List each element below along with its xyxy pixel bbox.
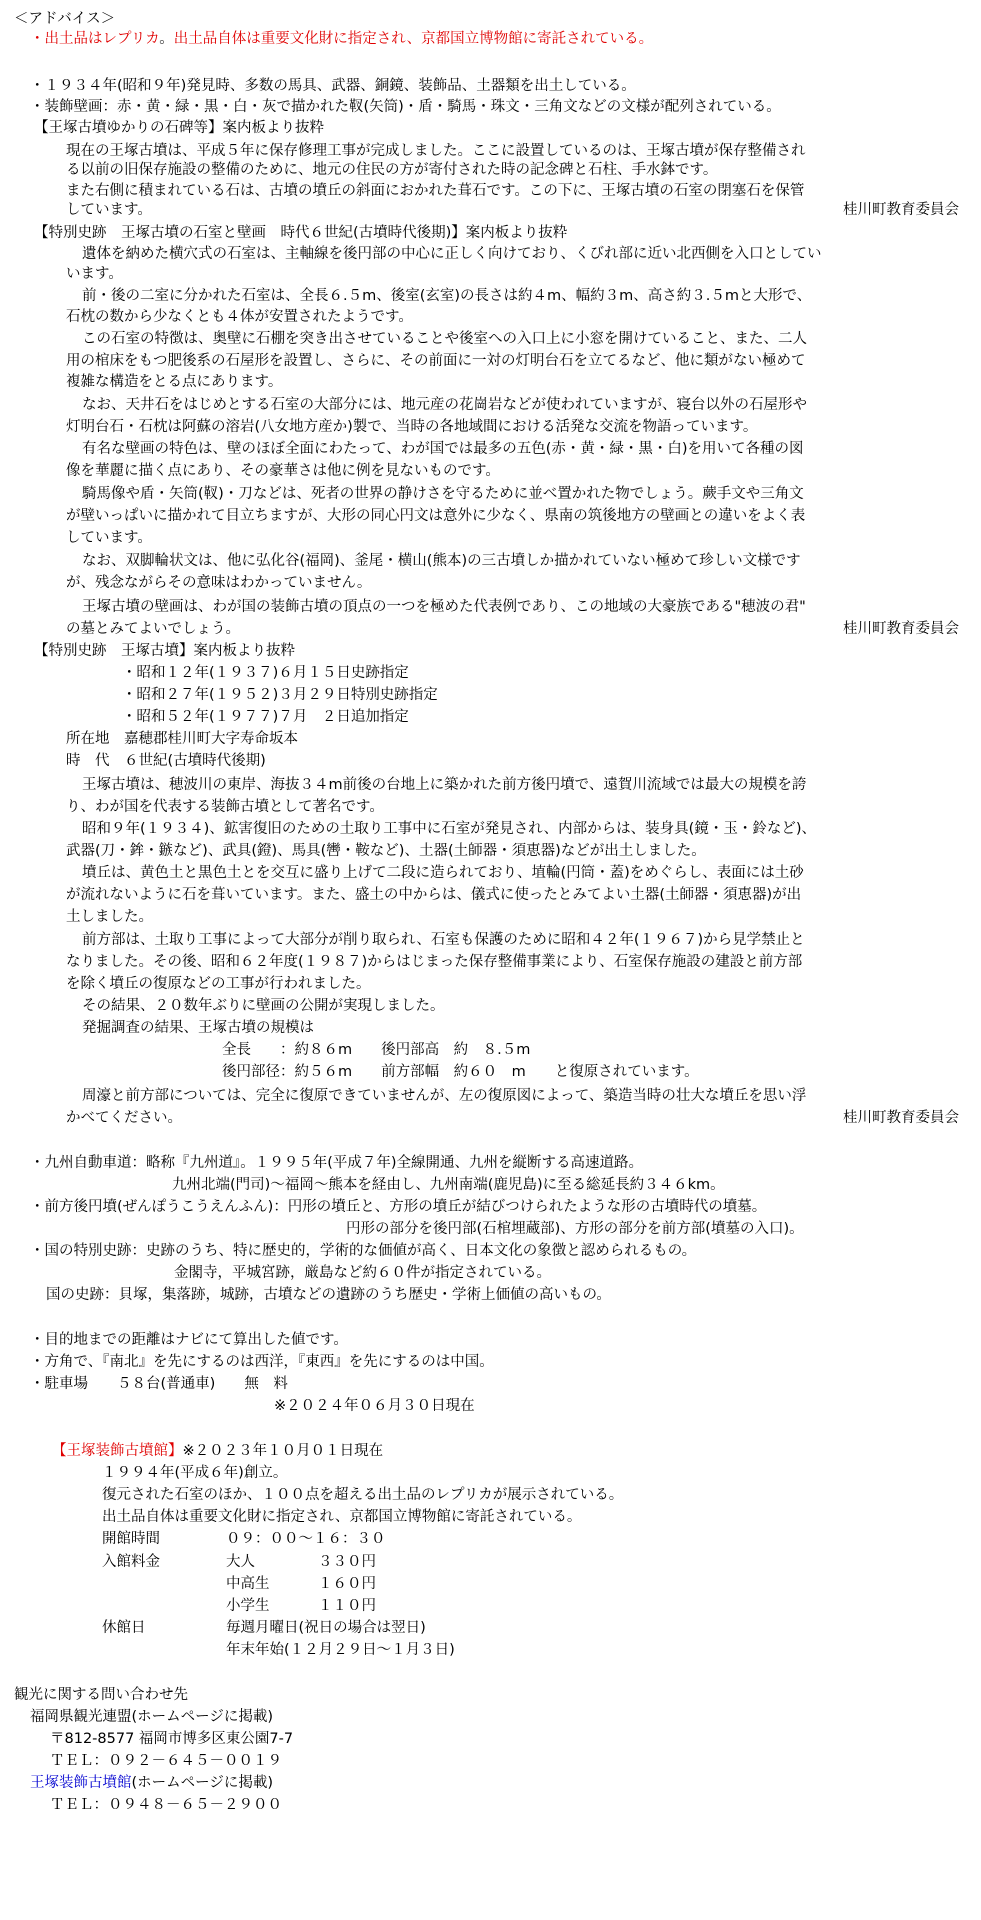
chamber-line: 騎馬像や盾・矢筒(靫)・刀などは、死者の世界の静けさを守るために並べ置かれた物でしょう。蕨手文や三角文 (82, 486, 804, 502)
replica-note-c: 出土品自体は重要文化財に指定され、京都国立博物館に寄託されている。 (173, 31, 654, 47)
parking-asof: ※２０２４年０６月３０日現在 (274, 1398, 475, 1414)
site-line: かべてください。 (66, 1110, 182, 1126)
contact-phone: ＴＥＬ：０９２－６４５－００１９ (50, 1753, 282, 1769)
chamber-line: が壁いっぱいに描かれて目立ちますが、大形の同心円文は意外に少なく、県南の筑後地方の壁画との違いをよく表 (66, 508, 806, 524)
distance-note: ・目的地までの距離はナビにて算出した値です。 (30, 1332, 348, 1348)
site-size: 後円部径：約５６m 前方部幅 約６０ m と復原されています。 (222, 1064, 699, 1080)
site-line: を除く墳丘の復原などの工事が行われました。 (66, 976, 371, 992)
discovery-note: ・１９３４年(昭和９年)発見時、多数の馬具、武器、銅鏡、装飾品、土器類を出土している。 (30, 78, 636, 94)
fee-child-label: 小学生 (226, 1598, 270, 1614)
chamber-line: 複雑な構造をとる点にあります。 (66, 374, 283, 390)
expressway-note: ・九州自動車道：略称『九州道』。１９９５年(平成７年)全線開通、九州を縦断する高速道路。 (30, 1155, 644, 1171)
site-line: その結果、２０数年ぶりに壁画の公開が実現しました。 (82, 998, 445, 1014)
site-signature: 桂川町教育委員会 (843, 1110, 959, 1126)
chamber-line: 前・後の二室に分かれた石室は、全長６.５m、後室(玄室)の長さは約４m、幅約３m、高さ約３.５mと大形で、 (82, 288, 812, 304)
site-line: 発掘調査の結果、王塚古墳の規模は (82, 1020, 314, 1036)
fee-child-value: １１０円 (318, 1598, 376, 1614)
stele-text: しています。 (66, 202, 152, 218)
site-line: り、わが国を代表する装飾古墳として著名です。 (66, 799, 384, 815)
museum-founded: １９９４年(平成６年)創立。 (102, 1465, 288, 1481)
designation-date: ・昭和１２年(１９３７)６月１５日史跡指定 (122, 665, 409, 681)
kofun-note: ・前方後円墳(ぜんぽうこうえんふん)：円形の墳丘と、方形の墳丘が結びつけられたような形の古墳時代の墳墓。 (30, 1199, 767, 1215)
contact-phone: ＴＥＬ：０９４８－６５－２９００ (50, 1797, 282, 1813)
chamber-line: の墓とみてよいでしょう。 (66, 621, 240, 637)
contact-title: 観光に関する問い合わせ先 (14, 1687, 188, 1703)
fee-adult-label: 大人 (226, 1554, 255, 1570)
replica-note-a: ・出土品はレプリカ (30, 31, 160, 47)
hours-label: 開館時間 (102, 1531, 160, 1547)
site-line: 周濠と前方部については、完全に復原できていませんが、左の復原図によって、築造当時の壮大な墳丘を思い浮 (82, 1088, 807, 1104)
closed-value: 年末年始(１２月２９日～１月３日) (226, 1642, 455, 1658)
chamber-line: なお、双脚輪状文は、他に弘化谷(福岡)、釜尾・横山(熊本)の三古墳しか描かれていない極めて珍しい文様です (82, 553, 801, 569)
chamber-title: 【特別史跡 王塚古墳の石室と壁画 時代６世紀(古墳時代後期)】案内板より抜粋 (34, 225, 568, 241)
chamber-line: 有名な壁画の特色は、壁のほぼ全面にわたって、わが国では最多の五色(赤・黄・緑・黒・白)を用いて各種の図 (82, 441, 804, 457)
org-name: 福岡県観光連盟 (30, 1709, 132, 1725)
site-line: 武器(刀・鉾・鏃など)、武具(鐙)、馬具(轡・鞍など)、土器(土師器・須恵器)などが出土しました。 (66, 843, 706, 859)
hours-value: ０９：００～１６：３０ (226, 1531, 386, 1547)
stele-text: 現在の王塚古墳は、平成５年に保存修理工事が完成しました。ここに設置しているのは、王塚古墳が保存整備され (66, 143, 806, 159)
national-site-note: 国の史跡：貝塚，集落跡，城跡，古墳などの遺跡のうち歴史・学術上価値の高いもの。 (46, 1287, 611, 1303)
mural-note: ・装飾壁画：赤・黄・緑・黒・白・灰で描かれた靫(矢筒)・盾・騎馬・珠文・三角文などの文様が配列されている。 (30, 99, 781, 115)
fee-adult-value: ３３０円 (318, 1554, 376, 1570)
chamber-line: なお、天井石をはじめとする石室の大部分には、地元産の花崗岩などが使われていますが、寝台以外の石屋形や (82, 397, 807, 413)
chamber-line: 用の棺床をもつ肥後系の石屋形を設置し、さらに、その前面に一対の灯明台石を立てるなど、他に類がない極めて (66, 353, 806, 369)
site-line: 土しました。 (66, 909, 153, 925)
chamber-line: 遺体を納めた横穴式の石室は、主軸線を後円部の中心に正しく向けており、くびれ部に近い北西側を入口としてい (82, 246, 822, 262)
chamber-line: 王塚古墳の壁画は、わが国の装飾古墳の頂点の一つを極めた代表例であり、この地域の大豪族である"穂波の君" (82, 599, 806, 615)
replica-note-b: 。 (159, 31, 174, 47)
expressway-note: 九州北端(門司)～福岡～熊本を経由し、九州南端(鹿児島)に至る総延長約３４６km。 (172, 1177, 725, 1193)
site-line: 王塚古墳は、穂波川の東岸、海抜３４m前後の台地上に築かれた前方後円墳で、遠賀川流域では最大の規模を誇 (82, 777, 807, 793)
site-title: 【特別史跡 王塚古墳】案内板より抜粋 (34, 643, 295, 659)
contact-org (30, 1774, 273, 1793)
org-note: (ホームページに掲載) (131, 1775, 274, 1791)
chamber-signature: 桂川町教育委員会 (843, 621, 959, 637)
site-era: 時 代 ６世紀(古墳時代後期) (66, 753, 266, 769)
site-line: 昭和９年(１９３４)、鉱害復旧のための土取り工事中に石室が発見され、内部からは、装身具(鏡・玉・鈴など)、 (82, 821, 816, 837)
stele-signature: 桂川町教育委員会 (843, 202, 959, 218)
special-site-note: 金閣寺，平城宮跡，厳島など約６０件が指定されている。 (174, 1265, 551, 1281)
stele-text: また右側に積まれている石は、古墳の墳丘の斜面におかれた葺石です。この下に、王塚古墳の石室の閉塞石を保管 (66, 183, 805, 199)
chamber-line: 像を華麗に描く点にあり、その豪華さは他に例を見ないものです。 (66, 463, 500, 479)
chamber-line: が、残念ながらその意味はわかっていません。 (66, 575, 372, 591)
fee-mid-label: 中高生 (226, 1576, 270, 1592)
site-line: が流れないように石を葺いています。また、盛土の中からは、儀式に使ったとみてよい土器(土師器・須恵器)が出 (66, 887, 802, 903)
stele-title: 【王塚古墳ゆかりの石碑等】案内板より抜粋 (34, 120, 324, 136)
kofun-note: 円形の部分を後円部(石棺埋蔵部)、方形の部分を前方部(墳墓の入口)。 (346, 1221, 804, 1237)
designation-date: ・昭和５２年(１９７７)７月 ２日追加指定 (122, 709, 409, 725)
fee-label: 入館料金 (102, 1554, 160, 1570)
site-line: 墳丘は、黄色土と黒色土とを交互に盛り上げて二段に造られており、埴輪(円筒・蓋)をめぐらし、表面には土砂 (82, 865, 804, 881)
chamber-line: います。 (66, 266, 123, 282)
site-size: 全長 ：約８６m 後円部高 約 ８.５m (222, 1042, 531, 1058)
chamber-line: 石枕の数から少なくとも４体が安置されたようです。 (66, 309, 413, 325)
site-line: なりました。その後、昭和６２年度(１９８７)からはじまった保存整備事業により、石室保存施設の建設と前方部 (66, 954, 803, 970)
stele-text: る以前の旧保存施設の整備のために、地元の住民の方が寄付された時の記念碑と石柱、手水鉢です。 (66, 162, 718, 178)
direction-note: ・方角で、『南北』を先にするのは西洋，『東西』を先にするのは中国。 (30, 1354, 494, 1370)
fee-mid-value: １６０円 (318, 1576, 376, 1592)
contact-address: 〒812-8577 福岡市博多区東公園7-7 (50, 1731, 294, 1747)
chamber-line: この石室の特徴は、奥壁に石棚を突き出させていることや後室への入口上に小窓を開けていること、また、二人 (82, 331, 807, 347)
chamber-line: しています。 (66, 530, 152, 546)
contact-org (30, 1708, 273, 1727)
special-site-note: ・国の特別史跡：史跡のうち、特に歴史的，学術的な価値が高く、日本文化の象徴と認められるもの。 (30, 1243, 697, 1259)
site-location: 所在地 嘉穂郡桂川町大字寿命坂本 (66, 731, 298, 747)
museum-name: 【王塚装飾古墳館】 (52, 1443, 183, 1459)
museum-desc: 出土品自体は重要文化財に指定され、京都国立博物館に寄託されている。 (102, 1509, 582, 1525)
museum-heading (52, 1442, 383, 1461)
replica-note (30, 30, 653, 49)
parking-note: ・駐車場 ５８台(普通車) 無 料 (30, 1376, 288, 1392)
advice-heading: ＜アドバイス＞ (14, 11, 116, 27)
site-line: 前方部は、土取り工事によって大部分が削り取られ、石室も保護のために昭和４２年(１９６７)から見学禁止と (82, 932, 805, 948)
closed-label: 休館日 (102, 1620, 146, 1636)
closed-value: 毎週月曜日(祝日の場合は翌日) (226, 1620, 426, 1636)
museum-link[interactable]: 王塚装飾古墳館 (30, 1775, 132, 1791)
chamber-line: 灯明台石・石枕は阿蘇の溶岩(八女地方産か)製で、当時の各地域間における活発な交流を物語っています。 (66, 419, 758, 435)
museum-asof: ※２０２３年１０月０１日現在 (182, 1443, 384, 1459)
museum-desc: 復元された石室のほか、１００点を超える出土品のレプリカが展示されている。 (102, 1487, 624, 1503)
designation-date: ・昭和２７年(１９５２)３月２９日特別史跡指定 (122, 687, 438, 703)
org-note: (ホームページに掲載) (131, 1709, 274, 1725)
